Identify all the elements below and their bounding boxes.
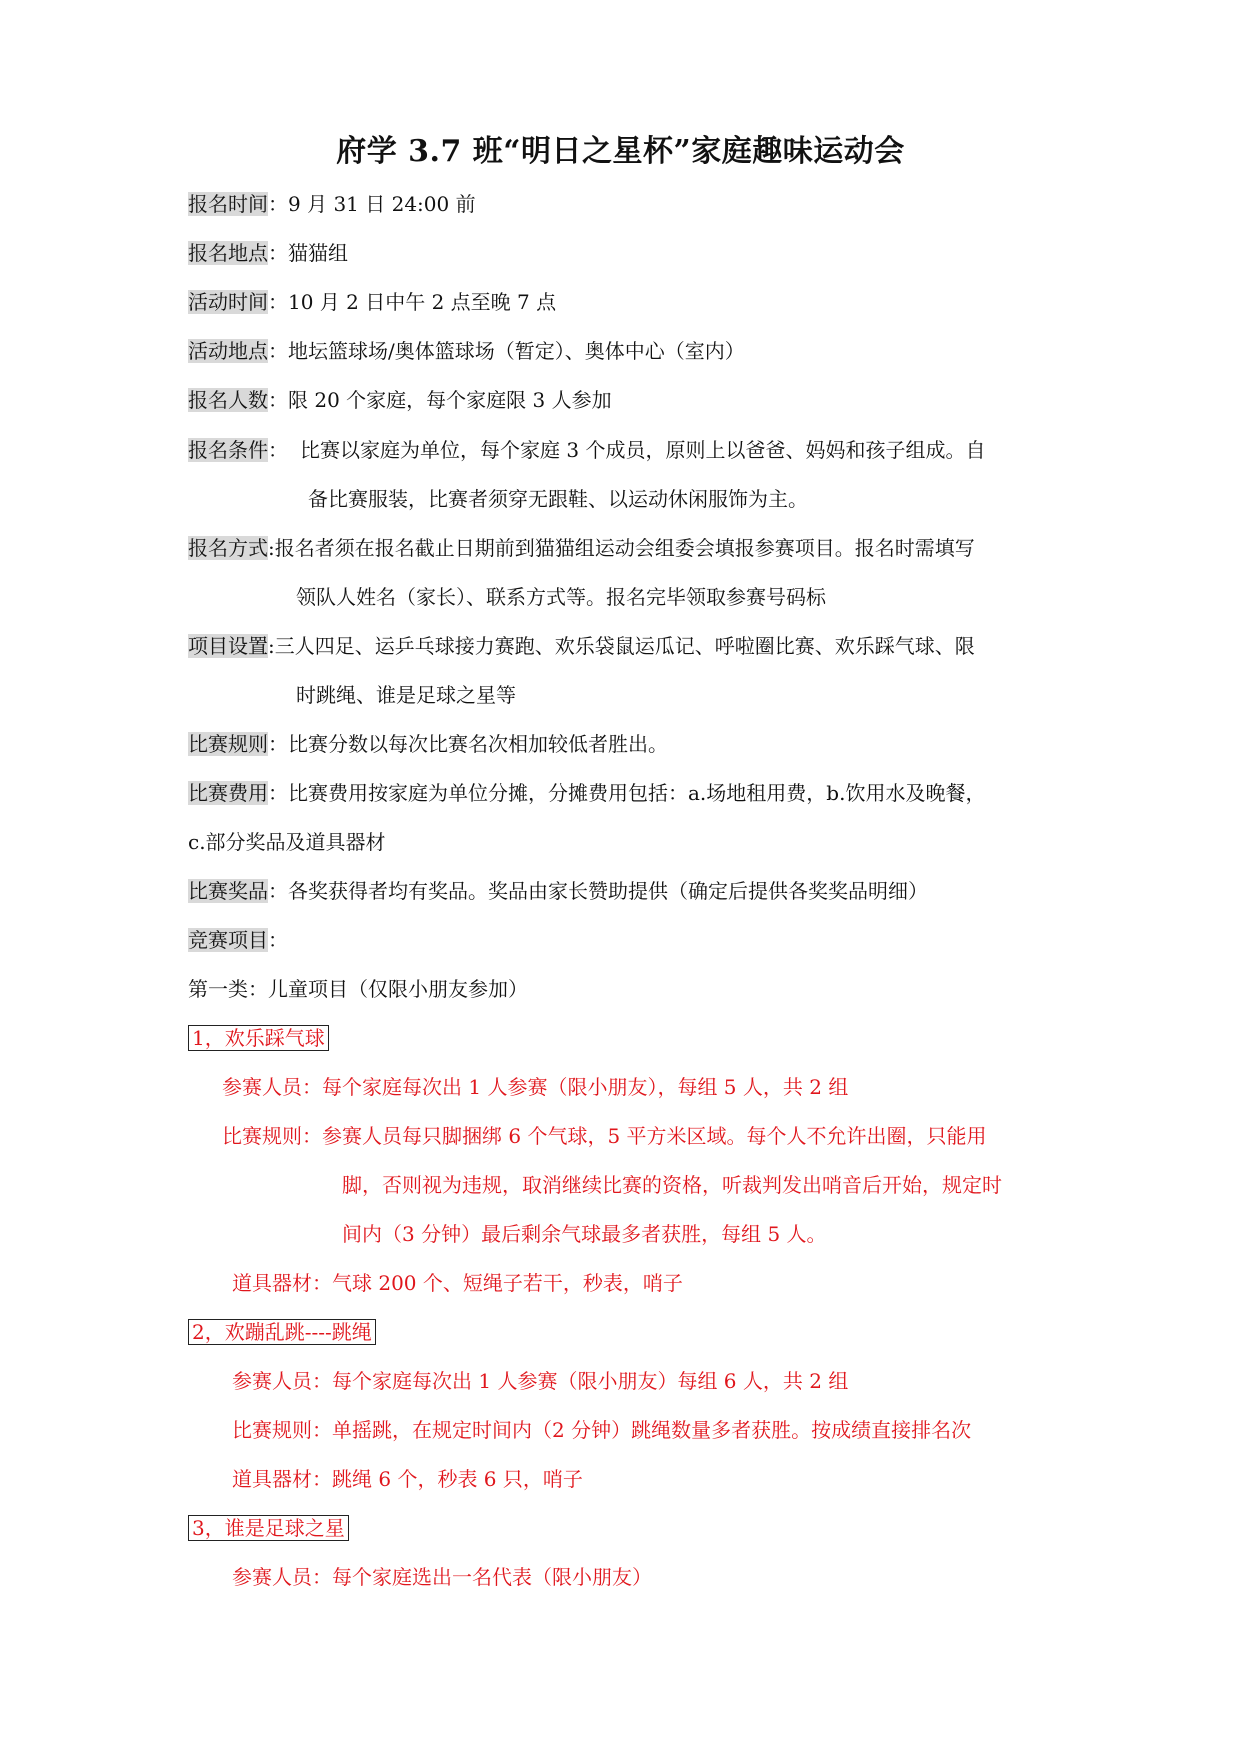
event-2-rules: 比赛规则：单摇跳，在规定时间内（2 分钟）跳绳数量多者获胜。按成绩直接排名次 (232, 1418, 972, 1442)
info-events-heading: 竞赛项目： (188, 928, 288, 952)
event-1-equipment: 道具器材：气球 200 个、短绳子若干，秒表，哨子 (232, 1271, 683, 1295)
event-3-heading (188, 1514, 349, 1542)
info-items-cont: 时跳绳、谁是足球之星等 (296, 683, 516, 707)
info-prizes: 比赛奖品：各奖获得者均有奖品。奖品由家长赞助提供（确定后提供各奖奖品明细） (188, 879, 928, 903)
info-rules: 比赛规则：比赛分数以每次比赛名次相加较低者胜出。 (188, 732, 668, 756)
info-fees: 比赛费用：比赛费用按家庭为单位分摊，分摊费用包括：a.场地租用费，b.饮用水及晚餐， (188, 781, 986, 805)
event-2-equipment: 道具器材：跳绳 6 个，秒表 6 只，哨子 (232, 1467, 583, 1491)
info-label: 活动时间 (188, 290, 268, 314)
info-value: 9 月 31 日 24:00 前 (288, 192, 476, 216)
info-value: 比赛分数以每次比赛名次相加较低者胜出。 (288, 732, 668, 756)
info-value: 比赛费用按家庭为单位分摊，分摊费用包括：a.场地租用费，b.饮用水及晚餐， (288, 781, 986, 805)
info-fees-cont: c.部分奖品及道具器材 (188, 830, 386, 854)
info-value: 猫猫组 (288, 241, 348, 265)
event-heading-box: 3，谁是足球之星 (188, 1515, 349, 1541)
event-1-participants: 参赛人员：每个家庭每次出 1 人参赛（限小朋友），每组 5 人，共 2 组 (222, 1075, 849, 1099)
info-label: 比赛费用 (188, 781, 268, 805)
event-2-participants: 参赛人员：每个家庭每次出 1 人参赛（限小朋友）每组 6 人，共 2 组 (232, 1369, 849, 1393)
info-conditions: 报名条件： 比赛以家庭为单位，每个家庭 3 个成员，原则上以爸爸、妈妈和孩子组成。自 (188, 438, 986, 462)
info-value: 限 20 个家庭，每个家庭限 3 人参加 (288, 388, 612, 412)
info-label: 比赛规则 (188, 732, 268, 756)
info-value: 比赛以家庭为单位，每个家庭 3 个成员，原则上以爸爸、妈妈和孩子组成。自 (300, 438, 986, 462)
info-label: 活动地点 (188, 339, 268, 363)
info-items: 项目设置:三人四足、运乒乓球接力赛跑、欢乐袋鼠运瓜记、呼啦圈比赛、欢乐踩气球、限 (188, 634, 975, 658)
event-3-participants: 参赛人员：每个家庭选出一名代表（限小朋友） (232, 1565, 652, 1589)
info-label: 项目设置 (188, 634, 268, 658)
category-heading: 第一类：儿童项目（仅限小朋友参加） (188, 977, 528, 1001)
info-signup-time: 报名时间：9 月 31 日 24:00 前 (188, 192, 476, 216)
info-conditions-cont: 备比赛服装，比赛者须穿无跟鞋、以运动休闲服饰为主。 (308, 487, 808, 511)
info-label: 竞赛项目 (188, 928, 268, 952)
info-event-time: 活动时间：10 月 2 日中午 2 点至晚 7 点 (188, 290, 557, 314)
event-1-rules-line-3: 间内（3 分钟）最后剩余气球最多者获胜，每组 5 人。 (342, 1222, 827, 1246)
event-1-rules-line-1: 比赛规则：参赛人员每只脚捆绑 6 个气球，5 平方米区域。每个人不允许出圈，只能用 (222, 1124, 987, 1148)
info-event-place: 活动地点：地坛篮球场/奥体篮球场（暂定）、奥体中心（室内） (188, 339, 745, 363)
info-label: 报名方式 (188, 536, 268, 560)
event-heading-box: 1，欢乐踩气球 (188, 1025, 329, 1051)
info-value: 报名者须在报名截止日期前到猫猫组运动会组委会填报参赛项目。报名时需填写 (274, 536, 975, 560)
info-value: 10 月 2 日中午 2 点至晚 7 点 (288, 290, 557, 314)
info-signup-place: 报名地点：猫猫组 (188, 241, 348, 265)
info-headcount: 报名人数：限 20 个家庭，每个家庭限 3 人参加 (188, 388, 612, 412)
page-title: 府学 3.7 班“明日之星杯”家庭趣味运动会 (336, 134, 905, 169)
info-value: 各奖获得者均有奖品。奖品由家长赞助提供（确定后提供各奖奖品明细） (288, 879, 928, 903)
info-value: 三人四足、运乒乓球接力赛跑、欢乐袋鼠运瓜记、呼啦圈比赛、欢乐踩气球、限 (274, 634, 975, 658)
info-label: 报名时间 (188, 192, 268, 216)
info-label: 比赛奖品 (188, 879, 268, 903)
info-label: 报名条件 (188, 438, 268, 462)
event-2-heading (188, 1318, 376, 1346)
info-label: 报名人数 (188, 388, 268, 412)
info-label: 报名地点 (188, 241, 268, 265)
event-1-rules-line-2: 脚，否则视为违规，取消继续比赛的资格，听裁判发出哨音后开始，规定时 (342, 1173, 1002, 1197)
info-value: 地坛篮球场/奥体篮球场（暂定）、奥体中心（室内） (288, 339, 745, 363)
info-method-cont: 领队人姓名（家长）、联系方式等。报名完毕领取参赛号码标 (296, 585, 826, 609)
event-heading-box: 2，欢蹦乱跳----跳绳 (188, 1319, 376, 1345)
event-1-heading (188, 1024, 329, 1052)
info-method: 报名方式:报名者须在报名截止日期前到猫猫组运动会组委会填报参赛项目。报名时需填写 (188, 536, 975, 560)
